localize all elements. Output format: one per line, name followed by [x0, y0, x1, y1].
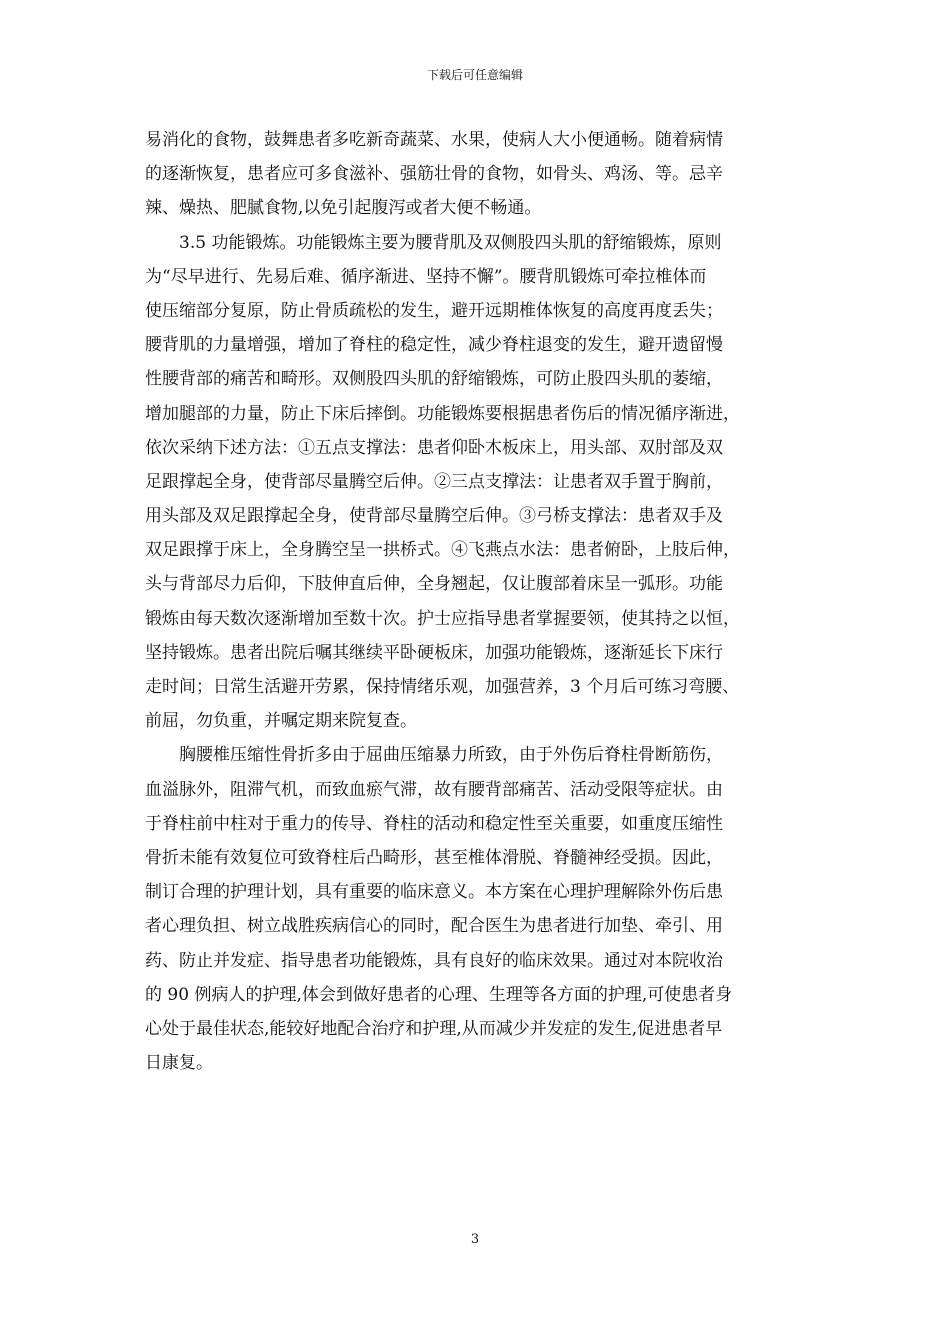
text-line: 为“尽早进行、先易后难、循序渐进、坚持不懈”。腰背肌锻炼可牵拉椎体而	[145, 266, 707, 287]
page-number: 3	[470, 1232, 480, 1247]
text-line: 坚持锻炼。患者出院后嘱其继续平卧硬板床，加强功能锻炼，逐渐延长下床行	[145, 642, 723, 663]
text-line: 胸腰椎压缩性骨折多由于屈曲压缩暴力所致，由于外伤后脊柱骨断筋伤，	[179, 745, 723, 766]
text-line: 头与背部尽力后仰，下肢伸直后伸，全身翘起，仅让腹部着床呈一弧形。功能	[145, 574, 723, 595]
text-line: 制订合理的护理计划，具有重要的临床意义。本方案在心理护理解除外伤后患	[145, 882, 723, 903]
text-line: 性腰背部的痛苦和畸形。双侧股四头肌的舒缩锻炼，可防止股四头肌的萎缩，	[145, 369, 723, 390]
text-line: 双足跟撑于床上，全身腾空呈一拱桥式。④飞燕点水法：患者俯卧，上肢后伸，	[145, 540, 740, 561]
text-line: 3.5 功能锻炼。功能锻炼主要为腰背肌及双侧股四头肌的舒缩锻炼，原则	[179, 232, 722, 253]
text-line: 前屈，勿负重，并嘱定期来院复查。	[145, 711, 417, 732]
text-line: 者心理负担、树立战胜疾病信心的同时，配合医生为患者进行加垫、牵引、用	[145, 916, 723, 937]
text-line: 易消化的食物，鼓舞患者多吃新奇蔬菜、水果，使病人大小便通畅。随着病情	[145, 130, 723, 150]
text-line: 用头部及双足跟撑起全身，使背部尽量腾空后伸。③弓桥支撑法：患者双手及	[145, 506, 723, 527]
text-line: 心处于最佳状态,能较好地配合治疗和护理,从而减少并发症的发生,促进患者早	[145, 1018, 723, 1039]
text-line: 的逐渐恢复，患者应可多食滋补、强筋壮骨的食物，如骨头、鸡汤、等。忌辛	[145, 164, 723, 185]
text-line: 辣、燥热、肥腻食物,以免引起腹泻或者大便不畅通。	[145, 198, 542, 219]
text-line: 于脊柱前中柱对于重力的传导、脊柱的活动和稳定性至关重要，如重度压缩性	[145, 813, 723, 834]
text-line: 走时间；日常生活避开劳累，保持情绪乐观，加强营养，3 个月后可练习弯腰、	[145, 677, 740, 697]
text-line: 血溢脉外，阻滞气机，而致血瘀气滞，故有腰背部痛苦、活动受限等症状。由	[145, 779, 723, 800]
page-header: 下载后可任意编辑	[426, 68, 523, 82]
text-line: 药、防止并发症、指导患者功能锻炼，具有良好的临床效果。通过对本院收治	[145, 950, 723, 971]
text-line: 日康复。	[145, 1053, 213, 1074]
text-line: 腰背肌的力量增强，增加了脊柱的稳定性，减少脊柱退变的发生，避开遗留慢	[145, 335, 723, 356]
text-line: 依次采纳下述方法：①五点支撑法：患者仰卧木板床上，用头部、双肘部及双	[145, 437, 723, 458]
text-line: 足跟撑起全身，使背部尽量腾空后伸。②三点支撑法：让患者双手置于胸前，	[145, 471, 723, 492]
body-text	[145, 123, 805, 1080]
text-line: 使压缩部分复原，防止骨质疏松的发生，避开远期椎体恢复的高度再度丢失；	[145, 300, 723, 321]
text-line: 的 90 例病人的护理,体会到做好患者的心理、生理等各方面的护理,可使患者身	[145, 984, 733, 1005]
text-line: 锻炼由每天数次逐渐增加至数十次。护士应指导患者掌握要领，使其持之以恒，	[145, 608, 740, 629]
text-line: 骨折未能有效复位可致脊柱后凸畸形，甚至椎体滑脱、脊髓神经受损。因此，	[145, 847, 723, 868]
text-line: 增加腿部的力量，防止下床后摔倒。功能锻炼要根据患者伤后的情况循序渐进，	[145, 403, 740, 424]
